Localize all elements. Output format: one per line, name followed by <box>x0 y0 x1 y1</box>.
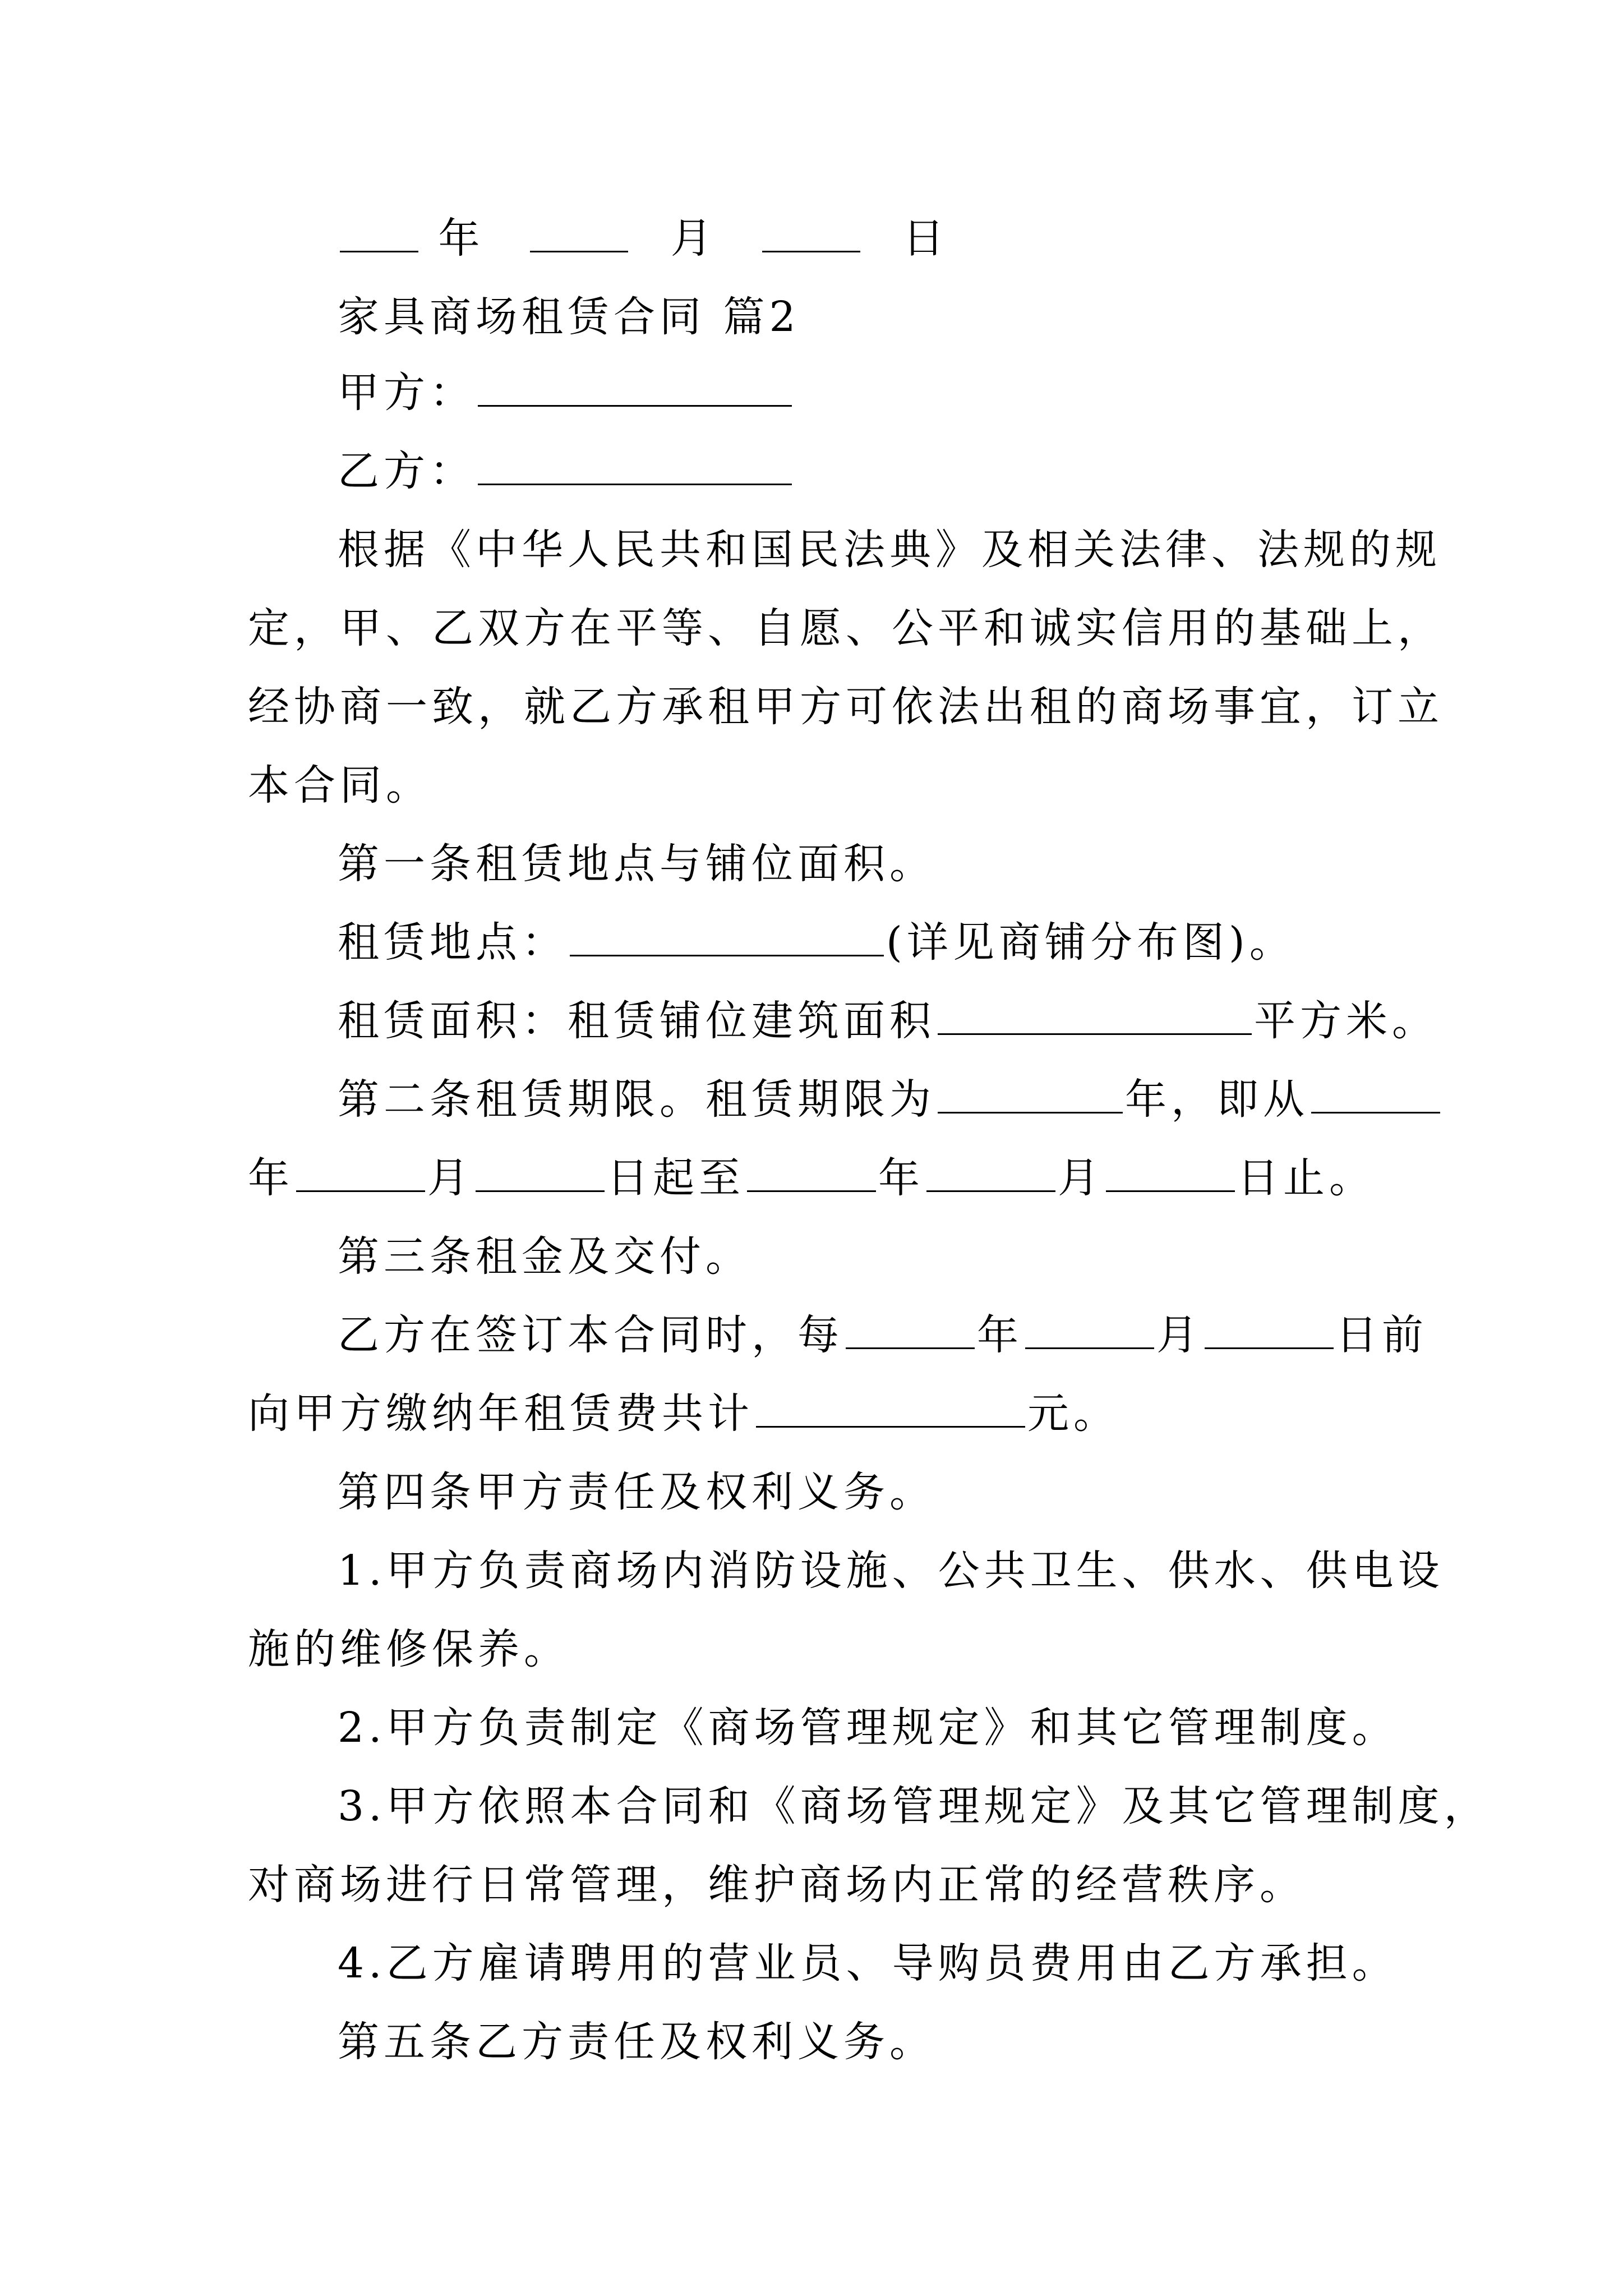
payment-amount-blank <box>756 1391 1025 1428</box>
start-day-blank <box>476 1156 605 1192</box>
lease-location-note: (详见商铺分布图)。 <box>886 918 1295 967</box>
month-label: 月 <box>670 214 717 263</box>
start-year-blank <box>1311 1077 1440 1114</box>
item-2: 2.甲方负责制定《商场管理规定》和其它管理制度。 <box>338 1704 1398 1752</box>
day-from-text: 日起至 <box>607 1154 745 1202</box>
payment-year-blank <box>846 1313 975 1349</box>
item-1-line-2: 施的维修保养。 <box>248 1625 570 1673</box>
intro-line-3: 经协商一致，就乙方承租甲方可依法出租的商场事宜，订立 <box>248 683 1444 731</box>
article-4-title: 第四条甲方责任及权利义务。 <box>338 1468 935 1516</box>
article-3-title: 第三条租金及交付。 <box>338 1232 751 1281</box>
payment-text-1: 乙方在签订本合同时，每 <box>338 1311 843 1359</box>
payment-month-blank <box>1025 1313 1154 1349</box>
intro-line-4: 本合同。 <box>248 761 432 809</box>
lease-area-unit: 平方米。 <box>1254 997 1438 1045</box>
document-title: 家具商场租赁合同 篇2 <box>338 293 800 341</box>
article-2-line-2 <box>248 1153 1375 1203</box>
article-2-line-1 <box>338 1074 1442 1125</box>
payment-unit: 元。 <box>1027 1389 1119 1438</box>
intro-line-1: 根据《中华人民共和国民法典》及相关法律、法规的规 <box>338 526 1441 574</box>
article-1-title: 第一条租赁地点与铺位面积。 <box>338 840 935 888</box>
lease-term-blank <box>938 1077 1123 1114</box>
lease-area-line <box>338 996 1438 1046</box>
article-2-text-1: 第二条租赁期限。租赁期限为 <box>338 1075 935 1124</box>
item-1-line-1: 1.甲方负责商场内消防设施、公共卫生、供水、供电设 <box>338 1547 1444 1595</box>
party-a-blank <box>478 370 792 407</box>
day-to-text: 日止。 <box>1237 1154 1375 1202</box>
day-label: 日 <box>902 214 949 263</box>
date-line <box>338 213 949 264</box>
payment-day-text: 日前 <box>1336 1311 1428 1359</box>
intro-line-2: 定，甲、乙双方在平等、自愿、公平和诚实信用的基础上， <box>248 604 1444 652</box>
start-month-blank <box>296 1156 425 1192</box>
end-day-blank <box>1106 1156 1235 1192</box>
year-label: 年 <box>438 214 485 263</box>
payment-text-2: 向甲方缴纳年租赁费共计 <box>248 1389 754 1438</box>
lease-location-line <box>338 917 1295 968</box>
payment-month-text: 月 <box>1156 1311 1202 1359</box>
article-5-title: 第五条乙方责任及权利义务。 <box>338 2018 935 2066</box>
month-blank <box>530 216 628 252</box>
lease-area-blank <box>938 999 1252 1035</box>
lease-location-blank <box>570 920 884 956</box>
lease-location-label: 租赁地点： <box>338 918 568 967</box>
payment-line-1 <box>338 1310 1428 1360</box>
year-blank <box>340 216 418 252</box>
day-blank <box>762 216 860 252</box>
year2-text: 年 <box>878 1154 924 1202</box>
item-3-line-1: 3.甲方依照本合同和《商场管理规定》及其它管理制度， <box>338 1782 1490 1830</box>
party-b-label: 乙方： <box>338 447 476 495</box>
end-year-blank <box>747 1156 876 1192</box>
payment-year-text: 年 <box>977 1311 1023 1359</box>
article-2-text-2: 年，即从 <box>1125 1075 1309 1124</box>
payment-line-2 <box>248 1388 1119 1439</box>
month2-text: 月 <box>1058 1154 1104 1202</box>
party-a-line <box>338 367 794 418</box>
payment-day-blank <box>1205 1313 1334 1349</box>
item-3-line-2: 对商场进行日常管理，维护商场内正常的经营秩序。 <box>248 1861 1306 1909</box>
party-b-blank <box>478 449 792 485</box>
item-4: 4.乙方雇请聘用的营业员、导购员费用由乙方承担。 <box>338 1939 1398 1987</box>
party-b-line <box>338 446 794 496</box>
end-month-blank <box>926 1156 1055 1192</box>
lease-area-label: 租赁面积：租赁铺位建筑面积 <box>338 997 935 1045</box>
party-a-label: 甲方： <box>338 369 476 417</box>
month-text: 月 <box>427 1154 473 1202</box>
year-text: 年 <box>248 1154 294 1202</box>
